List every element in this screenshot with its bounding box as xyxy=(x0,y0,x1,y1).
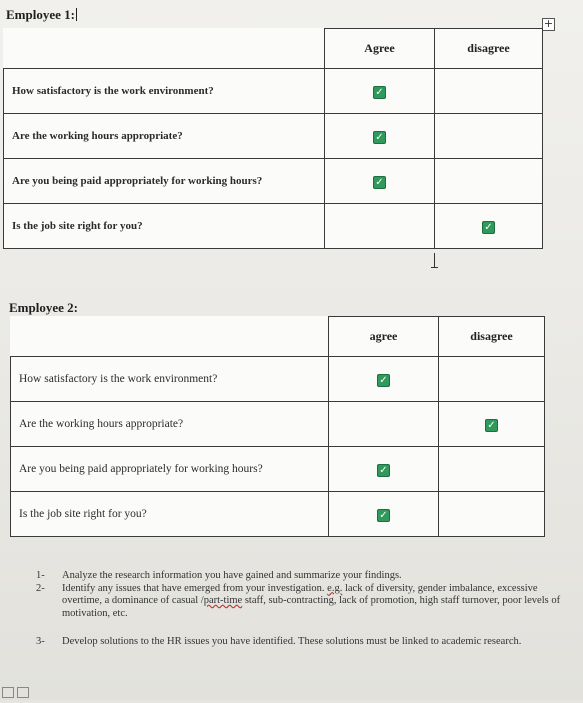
task-list xyxy=(28,570,578,649)
employee2-heading: Employee 2: xyxy=(9,300,78,315)
task-number: 2- xyxy=(36,582,45,594)
employee1-question: Is the job site right for you? xyxy=(4,204,325,249)
employee1-agree-cell[interactable] xyxy=(325,204,435,249)
employee2-disagree-cell[interactable] xyxy=(439,357,545,402)
employee1-question: Are you being paid appropriately for working hours? xyxy=(4,159,325,204)
employee2-question: Are you being paid appropriately for working hours? xyxy=(11,447,329,492)
checkbox-checked-icon[interactable]: ✓ xyxy=(373,86,386,99)
task-number: 3- xyxy=(36,636,45,647)
checkbox-checked-icon[interactable]: ✓ xyxy=(373,131,386,144)
employee2-question: Are the working hours appropriate? xyxy=(11,402,329,447)
checkbox-checked-icon[interactable]: ✓ xyxy=(377,509,390,522)
employee2-agree-cell[interactable] xyxy=(329,357,439,402)
employee1-table xyxy=(3,28,543,249)
employee2-col-agree: agree xyxy=(329,317,439,357)
employee1-row xyxy=(4,204,543,249)
employee2-question: Is the job site right for you? xyxy=(11,492,329,537)
task-text: Identify any issues that have emerged from your investigation. xyxy=(62,582,328,594)
task-item xyxy=(28,570,578,583)
text-cursor xyxy=(76,8,77,21)
employee1-heading-text: Employee 1: xyxy=(6,7,75,22)
employee2-row xyxy=(11,357,545,402)
employee1-col-agree: Agree xyxy=(325,29,435,69)
employee1-disagree-cell[interactable] xyxy=(435,114,543,159)
employee2-table xyxy=(10,316,545,537)
employee2-question: How satisfactory is the work environment? xyxy=(11,357,329,402)
task-text: lack of diversity, gender imbalance, excessive overtime, a dominance of casual / xyxy=(62,582,538,606)
employee1-row xyxy=(4,114,543,159)
employee2-row xyxy=(11,492,545,537)
checkbox-checked-icon[interactable]: ✓ xyxy=(377,374,390,387)
employee1-question: Are the working hours appropriate? xyxy=(4,114,325,159)
employee1-question: How satisfactory is the work environment? xyxy=(4,69,325,114)
employee1-header-row xyxy=(4,29,543,69)
task-item xyxy=(28,636,578,649)
employee2-row xyxy=(11,402,545,447)
employee1-disagree-cell[interactable] xyxy=(435,204,543,249)
task-number: 1- xyxy=(36,570,45,581)
employee1-row xyxy=(4,159,543,204)
employee2-agree-cell[interactable] xyxy=(329,402,439,447)
column-resize-handle[interactable] xyxy=(434,253,435,268)
employee2-header-blank xyxy=(11,317,329,357)
employee1-col-disagree: disagree xyxy=(435,29,543,69)
employee1-heading xyxy=(6,7,77,23)
task-text: Develop solutions to the HR issues you have identified. These solutions must be linked to academic research. xyxy=(62,636,522,647)
layout-view-icon[interactable] xyxy=(17,687,29,698)
employee2-disagree-cell[interactable] xyxy=(439,402,545,447)
task-item xyxy=(28,583,578,621)
employee2-header-row xyxy=(11,317,545,357)
employee1-agree-cell[interactable] xyxy=(325,69,435,114)
status-bar-icons xyxy=(0,685,40,700)
checkbox-checked-icon[interactable]: ✓ xyxy=(377,464,390,477)
employee1-header-blank xyxy=(4,29,325,69)
table-move-handle-icon[interactable]: + xyxy=(543,17,554,30)
spellcheck-flagged-word: e.g. xyxy=(327,582,343,594)
task-text: staff, sub-contracting, lack of promotion, high staff turnover, poor levels of motivation, etc. xyxy=(62,595,561,619)
page-view-icon[interactable] xyxy=(2,687,14,698)
task-text: Analyze the research information you have gained and summarize your findings. xyxy=(62,570,402,581)
employee2-col-disagree: disagree xyxy=(439,317,545,357)
employee2-row xyxy=(11,447,545,492)
employee2-disagree-cell[interactable] xyxy=(439,447,545,492)
employee1-disagree-cell[interactable] xyxy=(435,159,543,204)
employee1-agree-cell[interactable] xyxy=(325,114,435,159)
spellcheck-flagged-word: part-time xyxy=(203,595,243,606)
checkbox-checked-icon[interactable]: ✓ xyxy=(485,419,498,432)
employee2-agree-cell[interactable] xyxy=(329,447,439,492)
checkbox-checked-icon[interactable]: ✓ xyxy=(482,221,495,234)
employee1-row xyxy=(4,69,543,114)
employee1-agree-cell[interactable] xyxy=(325,159,435,204)
employee2-agree-cell[interactable] xyxy=(329,492,439,537)
employee2-disagree-cell[interactable] xyxy=(439,492,545,537)
employee1-disagree-cell[interactable] xyxy=(435,69,543,114)
checkbox-checked-icon[interactable]: ✓ xyxy=(373,176,386,189)
